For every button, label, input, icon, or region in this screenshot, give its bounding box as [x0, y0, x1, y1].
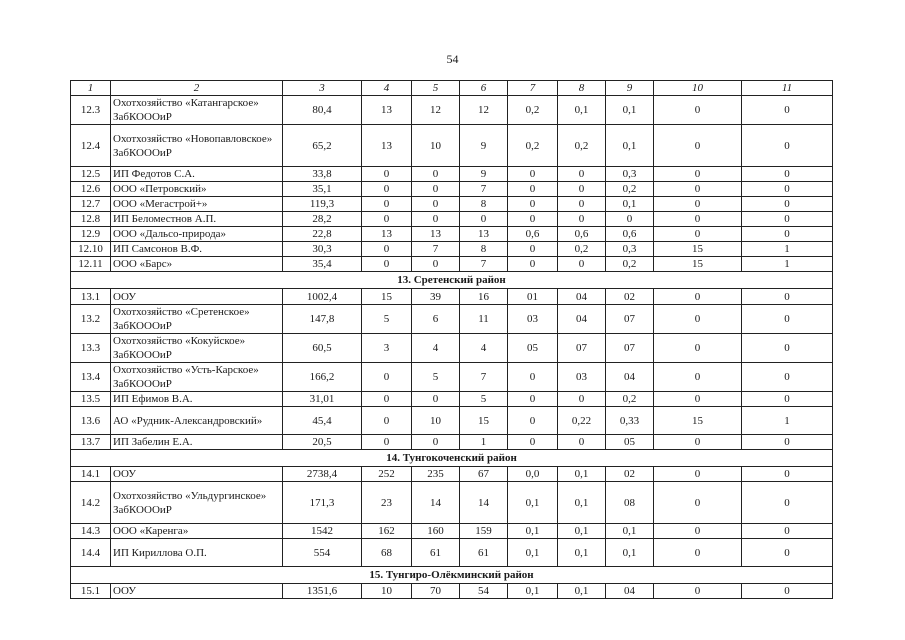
- row-value: 0: [742, 482, 833, 524]
- row-value: 0: [654, 435, 742, 450]
- row-value: 0: [508, 212, 558, 227]
- row-number: 13.2: [71, 305, 111, 334]
- header-row: [71, 81, 833, 96]
- row-value: 0,2: [606, 257, 654, 272]
- table-row: [71, 167, 833, 182]
- row-name: Охотхозяйство «Усть-Карское» ЗабКОООиР: [111, 363, 283, 392]
- row-value: 28,2: [283, 212, 362, 227]
- row-name: ИП Федотов С.А.: [111, 167, 283, 182]
- row-value: 0: [606, 212, 654, 227]
- row-value: 4: [412, 334, 460, 363]
- row-value: 5: [412, 363, 460, 392]
- row-value: 0,0: [508, 467, 558, 482]
- page-number: 54: [446, 52, 459, 66]
- row-value: 22,8: [283, 227, 362, 242]
- row-value: 0,1: [508, 539, 558, 567]
- row-value: 23: [362, 482, 412, 524]
- row-name: Охотхозяйство «Сретенское» ЗабКОООиР: [111, 305, 283, 334]
- row-value: 67: [460, 467, 508, 482]
- row-number: 12.8: [71, 212, 111, 227]
- row-value: 0: [362, 257, 412, 272]
- row-value: 1542: [283, 524, 362, 539]
- row-value: 0: [742, 334, 833, 363]
- row-value: 0,2: [606, 392, 654, 407]
- row-value: 13: [460, 227, 508, 242]
- row-value: 160: [412, 524, 460, 539]
- row-name: ООО «Каренга»: [111, 524, 283, 539]
- row-value: 0: [508, 167, 558, 182]
- row-value: 166,2: [283, 363, 362, 392]
- row-number: 12.4: [71, 125, 111, 167]
- row-value: 0: [558, 257, 606, 272]
- table-row: [71, 182, 833, 197]
- row-value: 10: [412, 125, 460, 167]
- row-number: 12.7: [71, 197, 111, 212]
- row-value: 0: [654, 182, 742, 197]
- row-value: 07: [606, 305, 654, 334]
- row-value: 0: [508, 435, 558, 450]
- row-value: 0: [742, 392, 833, 407]
- row-name: ИП Беломестнов А.П.: [111, 212, 283, 227]
- row-number: 14.3: [71, 524, 111, 539]
- row-number: 13.7: [71, 435, 111, 450]
- row-name: Охотхозяйство «Ульдургинское» ЗабКОООиР: [111, 482, 283, 524]
- row-value: 04: [606, 363, 654, 392]
- row-value: 162: [362, 524, 412, 539]
- table-row: [71, 435, 833, 450]
- row-value: 0: [654, 305, 742, 334]
- row-value: 0,1: [508, 524, 558, 539]
- row-value: 0: [412, 197, 460, 212]
- row-value: 20,5: [283, 435, 362, 450]
- row-value: 0: [654, 167, 742, 182]
- row-value: 0: [742, 167, 833, 182]
- row-name: Охотхозяйство «Новопавловское» ЗабКОООиР: [111, 125, 283, 167]
- row-value: 0,3: [606, 167, 654, 182]
- row-value: 13: [362, 125, 412, 167]
- row-value: 0: [558, 435, 606, 450]
- row-value: 0: [654, 197, 742, 212]
- row-value: 0: [654, 96, 742, 125]
- row-value: 0: [654, 227, 742, 242]
- row-value: 0,1: [508, 482, 558, 524]
- section-title: 14. Тунгокоченский район: [71, 450, 833, 467]
- row-value: 0: [742, 182, 833, 197]
- row-value: 70: [412, 584, 460, 599]
- row-value: 39: [412, 289, 460, 305]
- row-value: 0: [362, 167, 412, 182]
- row-value: 1: [460, 435, 508, 450]
- row-value: 0: [742, 435, 833, 450]
- row-value: 1: [742, 257, 833, 272]
- row-value: 0: [460, 212, 508, 227]
- row-number: 15.1: [71, 584, 111, 599]
- row-value: 80,4: [283, 96, 362, 125]
- row-value: 0: [558, 182, 606, 197]
- row-value: 05: [606, 435, 654, 450]
- row-value: 147,8: [283, 305, 362, 334]
- row-value: 12: [460, 96, 508, 125]
- row-value: 0: [362, 363, 412, 392]
- row-value: 0: [742, 212, 833, 227]
- row-value: 65,2: [283, 125, 362, 167]
- row-value: 0: [654, 467, 742, 482]
- row-number: 13.3: [71, 334, 111, 363]
- row-name: Охотхозяйство «Кокуйское» ЗабКОООиР: [111, 334, 283, 363]
- row-number: 13.1: [71, 289, 111, 305]
- row-value: 0: [362, 182, 412, 197]
- row-value: 15: [654, 242, 742, 257]
- row-name: ООО «Дальсо-природа»: [111, 227, 283, 242]
- row-value: 0,2: [508, 96, 558, 125]
- row-value: 13: [362, 227, 412, 242]
- row-number: 13.4: [71, 363, 111, 392]
- row-value: 04: [606, 584, 654, 599]
- row-value: 1002,4: [283, 289, 362, 305]
- row-number: 12.11: [71, 257, 111, 272]
- row-value: 0,6: [508, 227, 558, 242]
- row-number: 12.6: [71, 182, 111, 197]
- row-value: 0,1: [606, 96, 654, 125]
- row-value: 0,6: [558, 227, 606, 242]
- row-value: 0: [654, 584, 742, 599]
- row-value: 0: [508, 182, 558, 197]
- row-value: 0,1: [606, 524, 654, 539]
- row-value: 0: [362, 212, 412, 227]
- table-row: [71, 407, 833, 435]
- row-value: 5: [362, 305, 412, 334]
- row-value: 02: [606, 289, 654, 305]
- table-row: [71, 334, 833, 363]
- row-value: 0,6: [606, 227, 654, 242]
- row-value: 0: [412, 435, 460, 450]
- column-header: 1: [71, 81, 111, 96]
- section-title: 13. Сретенский район: [71, 272, 833, 289]
- row-value: 9: [460, 125, 508, 167]
- row-value: 0,1: [558, 539, 606, 567]
- row-value: 0,2: [606, 182, 654, 197]
- row-value: 2738,4: [283, 467, 362, 482]
- row-value: 0: [412, 257, 460, 272]
- column-header: 8: [558, 81, 606, 96]
- row-value: 15: [460, 407, 508, 435]
- table-row: [71, 257, 833, 272]
- table-row: [71, 242, 833, 257]
- row-value: 0,1: [508, 584, 558, 599]
- table-row: [71, 212, 833, 227]
- row-value: 119,3: [283, 197, 362, 212]
- row-value: 7: [460, 182, 508, 197]
- row-value: 0: [558, 197, 606, 212]
- row-value: 11: [460, 305, 508, 334]
- table-row: [71, 125, 833, 167]
- row-value: 0: [742, 584, 833, 599]
- row-value: 0: [558, 392, 606, 407]
- table-row: [71, 539, 833, 567]
- table-row: [71, 482, 833, 524]
- table-row: [71, 197, 833, 212]
- row-number: 14.4: [71, 539, 111, 567]
- row-name: ООУ: [111, 584, 283, 599]
- row-value: 03: [508, 305, 558, 334]
- row-value: 0: [742, 96, 833, 125]
- section-row: [71, 450, 833, 467]
- row-value: 0,1: [606, 125, 654, 167]
- row-name: ООО «Мегастрой+»: [111, 197, 283, 212]
- row-value: 0: [412, 182, 460, 197]
- row-value: 14: [460, 482, 508, 524]
- row-value: 7: [412, 242, 460, 257]
- row-value: 0: [654, 125, 742, 167]
- row-value: 0: [558, 212, 606, 227]
- row-name: АО «Рудник-Александровский»: [111, 407, 283, 435]
- row-value: 45,4: [283, 407, 362, 435]
- row-value: 07: [606, 334, 654, 363]
- row-value: 30,3: [283, 242, 362, 257]
- row-value: 13: [412, 227, 460, 242]
- row-number: 14.2: [71, 482, 111, 524]
- row-value: 0: [412, 212, 460, 227]
- row-value: 0: [654, 482, 742, 524]
- row-value: 15: [654, 257, 742, 272]
- row-value: 0: [508, 392, 558, 407]
- row-value: 0,1: [558, 96, 606, 125]
- column-header: 7: [508, 81, 558, 96]
- row-value: 15: [654, 407, 742, 435]
- row-name: ИП Кириллова О.П.: [111, 539, 283, 567]
- table-row: [71, 392, 833, 407]
- row-number: 12.10: [71, 242, 111, 257]
- row-value: 1: [742, 407, 833, 435]
- row-value: 0: [508, 197, 558, 212]
- column-header: 2: [111, 81, 283, 96]
- row-number: 12.5: [71, 167, 111, 182]
- row-value: 0,2: [558, 125, 606, 167]
- table-row: [71, 467, 833, 482]
- row-value: 0: [508, 242, 558, 257]
- row-number: 13.5: [71, 392, 111, 407]
- table-row: [71, 227, 833, 242]
- row-value: 0: [412, 167, 460, 182]
- row-value: 0: [654, 334, 742, 363]
- row-value: 1: [742, 242, 833, 257]
- row-value: 0: [558, 167, 606, 182]
- row-value: 0: [362, 435, 412, 450]
- row-value: 08: [606, 482, 654, 524]
- column-header: 3: [283, 81, 362, 96]
- row-value: 0: [654, 212, 742, 227]
- row-value: 0: [412, 392, 460, 407]
- row-value: 159: [460, 524, 508, 539]
- row-name: ООО «Петровский»: [111, 182, 283, 197]
- row-value: 0: [362, 392, 412, 407]
- row-value: 8: [460, 242, 508, 257]
- column-header: 11: [742, 81, 833, 96]
- row-value: 60,5: [283, 334, 362, 363]
- row-value: 0: [654, 392, 742, 407]
- row-value: 33,8: [283, 167, 362, 182]
- row-value: 0: [742, 524, 833, 539]
- row-value: 0: [654, 524, 742, 539]
- row-value: 0,2: [558, 242, 606, 257]
- row-value: 8: [460, 197, 508, 212]
- row-number: 12.3: [71, 96, 111, 125]
- row-value: 1351,6: [283, 584, 362, 599]
- row-value: 02: [606, 467, 654, 482]
- row-number: 12.9: [71, 227, 111, 242]
- row-value: 04: [558, 289, 606, 305]
- row-name: ИП Ефимов В.А.: [111, 392, 283, 407]
- row-value: 0: [654, 289, 742, 305]
- row-value: 0: [742, 197, 833, 212]
- row-value: 0,1: [558, 467, 606, 482]
- row-value: 6: [412, 305, 460, 334]
- row-value: 0,1: [606, 197, 654, 212]
- row-value: 0,33: [606, 407, 654, 435]
- row-value: 07: [558, 334, 606, 363]
- column-header: 6: [460, 81, 508, 96]
- row-value: 13: [362, 96, 412, 125]
- row-name: ИП Самсонов В.Ф.: [111, 242, 283, 257]
- row-value: 0,1: [558, 584, 606, 599]
- row-value: 9: [460, 167, 508, 182]
- row-value: 0: [742, 289, 833, 305]
- section-row: [71, 567, 833, 584]
- row-value: 0: [742, 363, 833, 392]
- row-value: 0: [654, 363, 742, 392]
- row-value: 0: [508, 363, 558, 392]
- row-value: 03: [558, 363, 606, 392]
- table-row: [71, 96, 833, 125]
- row-value: 235: [412, 467, 460, 482]
- table-row: [71, 305, 833, 334]
- row-value: 0: [742, 467, 833, 482]
- row-name: ООО «Барс»: [111, 257, 283, 272]
- row-value: 554: [283, 539, 362, 567]
- row-name: Охотхозяйство «Катангарское» ЗабКОООиР: [111, 96, 283, 125]
- row-value: 0: [508, 257, 558, 272]
- row-value: 04: [558, 305, 606, 334]
- row-value: 35,4: [283, 257, 362, 272]
- column-header: 5: [412, 81, 460, 96]
- row-number: 13.6: [71, 407, 111, 435]
- row-value: 61: [412, 539, 460, 567]
- row-value: 54: [460, 584, 508, 599]
- row-value: 31,01: [283, 392, 362, 407]
- section-row: [71, 272, 833, 289]
- row-value: 252: [362, 467, 412, 482]
- row-value: 0,22: [558, 407, 606, 435]
- row-value: 0,3: [606, 242, 654, 257]
- table-row: [71, 584, 833, 599]
- row-value: 68: [362, 539, 412, 567]
- row-value: 0: [362, 197, 412, 212]
- row-value: 3: [362, 334, 412, 363]
- row-value: 0: [362, 407, 412, 435]
- row-name: ИП Забелин Е.А.: [111, 435, 283, 450]
- column-header: 4: [362, 81, 412, 96]
- data-table: [70, 80, 833, 599]
- row-value: 0: [742, 227, 833, 242]
- row-value: 0,1: [558, 482, 606, 524]
- row-value: 10: [362, 584, 412, 599]
- section-title: 15. Тунгиро-Олёкминский район: [71, 567, 833, 584]
- table-row: [71, 289, 833, 305]
- row-value: 0: [508, 407, 558, 435]
- row-value: 61: [460, 539, 508, 567]
- row-value: 7: [460, 257, 508, 272]
- row-value: 12: [412, 96, 460, 125]
- row-value: 4: [460, 334, 508, 363]
- row-value: 35,1: [283, 182, 362, 197]
- row-value: 16: [460, 289, 508, 305]
- row-value: 05: [508, 334, 558, 363]
- row-value: 0: [742, 539, 833, 567]
- row-value: 0: [654, 539, 742, 567]
- row-value: 10: [412, 407, 460, 435]
- table-row: [71, 524, 833, 539]
- row-number: 14.1: [71, 467, 111, 482]
- row-name: ООУ: [111, 289, 283, 305]
- row-value: 0,2: [508, 125, 558, 167]
- table-row: [71, 363, 833, 392]
- row-value: 0,1: [606, 539, 654, 567]
- row-value: 14: [412, 482, 460, 524]
- row-value: 5: [460, 392, 508, 407]
- column-header: 10: [654, 81, 742, 96]
- row-value: 0: [742, 305, 833, 334]
- row-name: ООУ: [111, 467, 283, 482]
- row-value: 0,1: [558, 524, 606, 539]
- row-value: 01: [508, 289, 558, 305]
- row-value: 0: [742, 125, 833, 167]
- row-value: 15: [362, 289, 412, 305]
- column-header: 9: [606, 81, 654, 96]
- row-value: 0: [362, 242, 412, 257]
- row-value: 7: [460, 363, 508, 392]
- row-value: 171,3: [283, 482, 362, 524]
